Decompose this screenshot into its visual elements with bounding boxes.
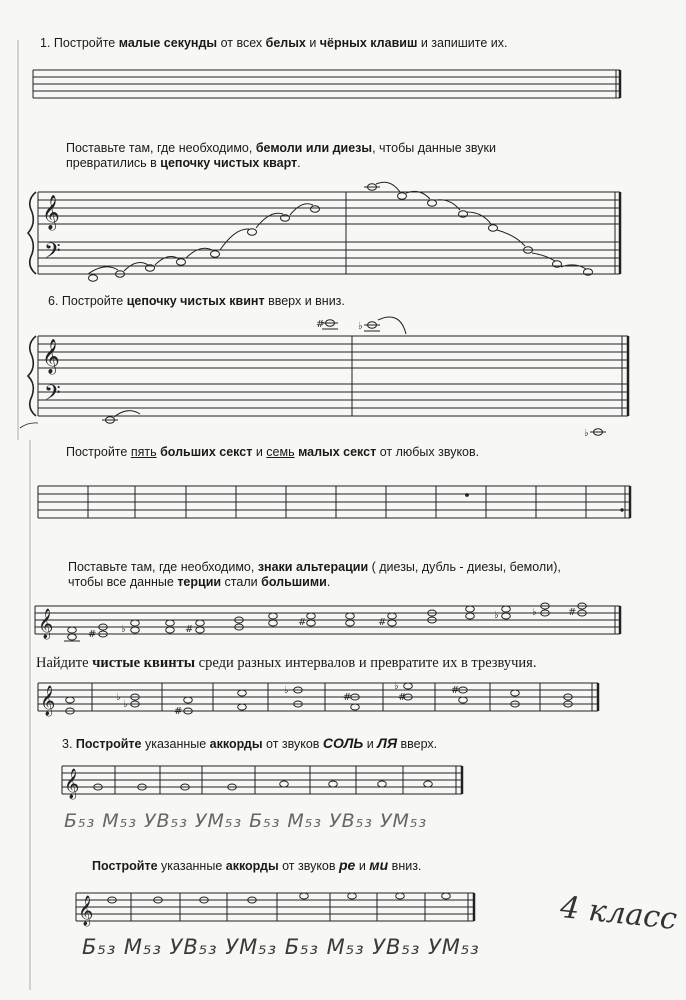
svg-text:#: # bbox=[378, 617, 387, 628]
chords-staff-down bbox=[76, 893, 474, 927]
svg-text:𝄞: 𝄞 bbox=[42, 339, 60, 374]
svg-text:𝄞: 𝄞 bbox=[78, 896, 94, 926]
svg-text:♭: ♭ bbox=[123, 699, 128, 710]
svg-text:#: # bbox=[343, 692, 352, 703]
svg-text:𝄢: 𝄢 bbox=[44, 239, 61, 269]
task-8-instruction: Постройте указанные аккорды от звуков ре и ми вниз. bbox=[92, 857, 422, 873]
intervals-staff bbox=[38, 681, 598, 717]
svg-text:#: # bbox=[185, 624, 194, 635]
task-3-instruction: 6. Постройте цепочку чистых квинт вверх и вниз. bbox=[48, 294, 345, 308]
svg-text:𝄞: 𝄞 bbox=[64, 769, 80, 799]
svg-text:#: # bbox=[316, 319, 325, 330]
svg-text:#: # bbox=[298, 617, 307, 628]
svg-text:#: # bbox=[88, 629, 97, 640]
handwritten-chord-labels-row1: Б₅₃ М₅₃ УВ₅₃ УМ₅₃ Б₅₃ М₅₃ УВ₅₃ УМ₅₃ bbox=[64, 810, 428, 832]
task-5-instruction-line1: Поставьте там, где необходимо, знаки альтерации ( диезы, дубль - диезы, бемоли), bbox=[68, 560, 561, 574]
task-5-instruction-line2: чтобы все данные терции стали большими. bbox=[68, 575, 331, 589]
task-2-instruction-line2: превратились в цепочку чистых кварт. bbox=[66, 156, 301, 170]
svg-text:♭: ♭ bbox=[358, 321, 363, 332]
third-chords bbox=[64, 603, 586, 641]
chords-staff-up bbox=[62, 766, 462, 800]
svg-text:♭: ♭ bbox=[284, 685, 289, 696]
task-1-instruction: 1. Постройте малые секунды от всех белых и чёрных клавиш и запишите их. bbox=[40, 36, 508, 50]
task-4-instruction: Постройте пять больших секст и семь малых секст от любых звуков. bbox=[66, 445, 480, 459]
interval-notes bbox=[66, 683, 573, 714]
svg-text:#: # bbox=[398, 692, 407, 703]
svg-text:♭: ♭ bbox=[116, 692, 121, 703]
svg-text:♭: ♭ bbox=[121, 624, 126, 635]
sixths-staff bbox=[38, 486, 630, 518]
handwritten-grade: 4 класс bbox=[558, 889, 679, 938]
grand-staff-fourths bbox=[28, 182, 620, 281]
svg-text:#: # bbox=[174, 706, 183, 717]
svg-text:#: # bbox=[451, 685, 460, 696]
svg-text:♭: ♭ bbox=[494, 610, 499, 621]
svg-text:#: # bbox=[568, 607, 577, 618]
task-2-instruction-line1: Поставьте там, где необходимо, бемоли или диезы, чтобы данные звуки bbox=[66, 141, 496, 155]
svg-text:𝄞: 𝄞 bbox=[40, 686, 56, 716]
svg-text:♭: ♭ bbox=[584, 428, 589, 439]
svg-text:𝄞: 𝄞 bbox=[38, 609, 54, 639]
task-6-instruction: Найдите чистые квинты среди разных интервалов и превратите их в трезвучия. bbox=[36, 655, 537, 671]
svg-text:♭: ♭ bbox=[532, 607, 537, 618]
handwritten-chord-labels-row2: Б₅₃ М₅₃ УВ₅₃ УМ₅₃ Б₅₃ М₅₃ УВ₅₃ УМ₅₃ bbox=[82, 935, 480, 959]
task-7-instruction: 3. Постройте указанные аккорды от звуков СОЛЬ и ЛЯ вверх. bbox=[62, 735, 438, 751]
grand-staff-fifths bbox=[20, 317, 628, 439]
svg-text:𝄞: 𝄞 bbox=[42, 195, 60, 230]
thirds-staff bbox=[35, 603, 620, 641]
svg-text:𝄢: 𝄢 bbox=[44, 381, 61, 411]
empty-staff bbox=[33, 70, 620, 98]
svg-text:♭: ♭ bbox=[394, 681, 399, 692]
